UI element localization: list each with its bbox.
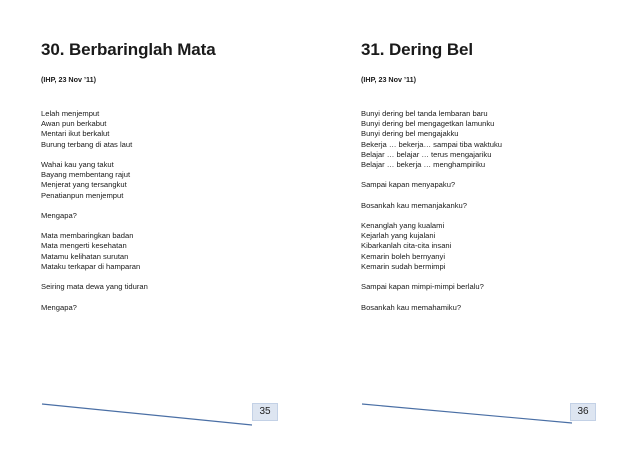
poem-line: Seiring mata dewa yang tiduran (41, 282, 148, 292)
poem-line: Bosankah kau memanjakanku? (361, 200, 467, 210)
poem-line: Mata mengerti kesehatan (41, 241, 127, 251)
page-number: 35 (252, 403, 278, 421)
poem-title: 30. Berbaringlah Mata (41, 40, 216, 59)
poem-line: Bunyi dering bel mengagetkan lamunku (361, 119, 495, 129)
stanza-gap (361, 191, 502, 201)
poem-date: (IHP, 23 Nov ’11) (41, 75, 96, 84)
poem-line: Mata membaringkan badan (41, 231, 134, 241)
poem-line: Bekerja … bekerja… sampai tiba waktuku (361, 139, 502, 149)
poem-line: Mengapa? (41, 210, 77, 220)
poem-line: Sampai kapan mimpi-mimpi berlalu? (361, 282, 484, 292)
poem-line: Mentari ikut berkalut (41, 129, 110, 139)
page-number: 36 (570, 403, 596, 421)
poem-line: Belajar … bekerja … menghampiriku (361, 159, 486, 169)
poem-line: Kenanglah yang kualami (361, 221, 445, 231)
poem-body (41, 109, 148, 313)
stanza-gap (361, 211, 502, 221)
right-page (319, 0, 638, 451)
poem-line: Matamu kelihatan surutan (41, 251, 129, 261)
poem-line: Kejarlah yang kujalani (361, 231, 436, 241)
stanza-gap (41, 201, 148, 211)
poem-date: (IHP, 23 Nov ’11) (361, 75, 416, 84)
stanza-gap (41, 150, 148, 160)
poem-line: Mataku terkapar di hamparan (41, 261, 141, 271)
stanza-gap (361, 272, 502, 282)
stanza-gap (361, 170, 502, 180)
poem-body (361, 109, 502, 313)
stanza-gap (361, 292, 502, 302)
poem-line: Burung terbang di atas laut (41, 139, 133, 149)
footer-rule (362, 404, 572, 423)
poem-line: Penatianpun menjemput (41, 190, 124, 200)
poem-line: Kemarin sudah bermimpi (361, 261, 446, 271)
poem-line: Wahai kau yang takut (41, 159, 114, 169)
poem-line: Belajar … belajar … terus mengajariku (361, 149, 492, 159)
poem-line: Kibarkanlah cita-cita insani (361, 241, 452, 251)
poem-title: 31. Dering Bel (361, 40, 473, 59)
poem-line: Bosankah kau memahamiku? (361, 302, 462, 312)
poem-line: Lelah menjemput (41, 109, 100, 118)
stanza-gap (41, 221, 148, 231)
stanza-gap (41, 272, 148, 282)
poem-line: Mengapa? (41, 302, 77, 312)
poem-line: Bunyi dering bel mengajakku (361, 129, 459, 139)
poem-line: Awan pun berkabut (41, 119, 107, 129)
stanza-gap (41, 292, 148, 302)
poem-line: Kemarin boleh bernyanyi (361, 251, 446, 261)
poem-line: Bunyi dering bel tanda lembaran baru (361, 109, 488, 118)
poem-line: Menjerat yang tersangkut (41, 180, 127, 190)
poem-line: Bayang membentang rajut (41, 170, 131, 180)
footer-rule (42, 404, 252, 425)
poem-line: Sampai kapan menyapaku? (361, 180, 456, 190)
